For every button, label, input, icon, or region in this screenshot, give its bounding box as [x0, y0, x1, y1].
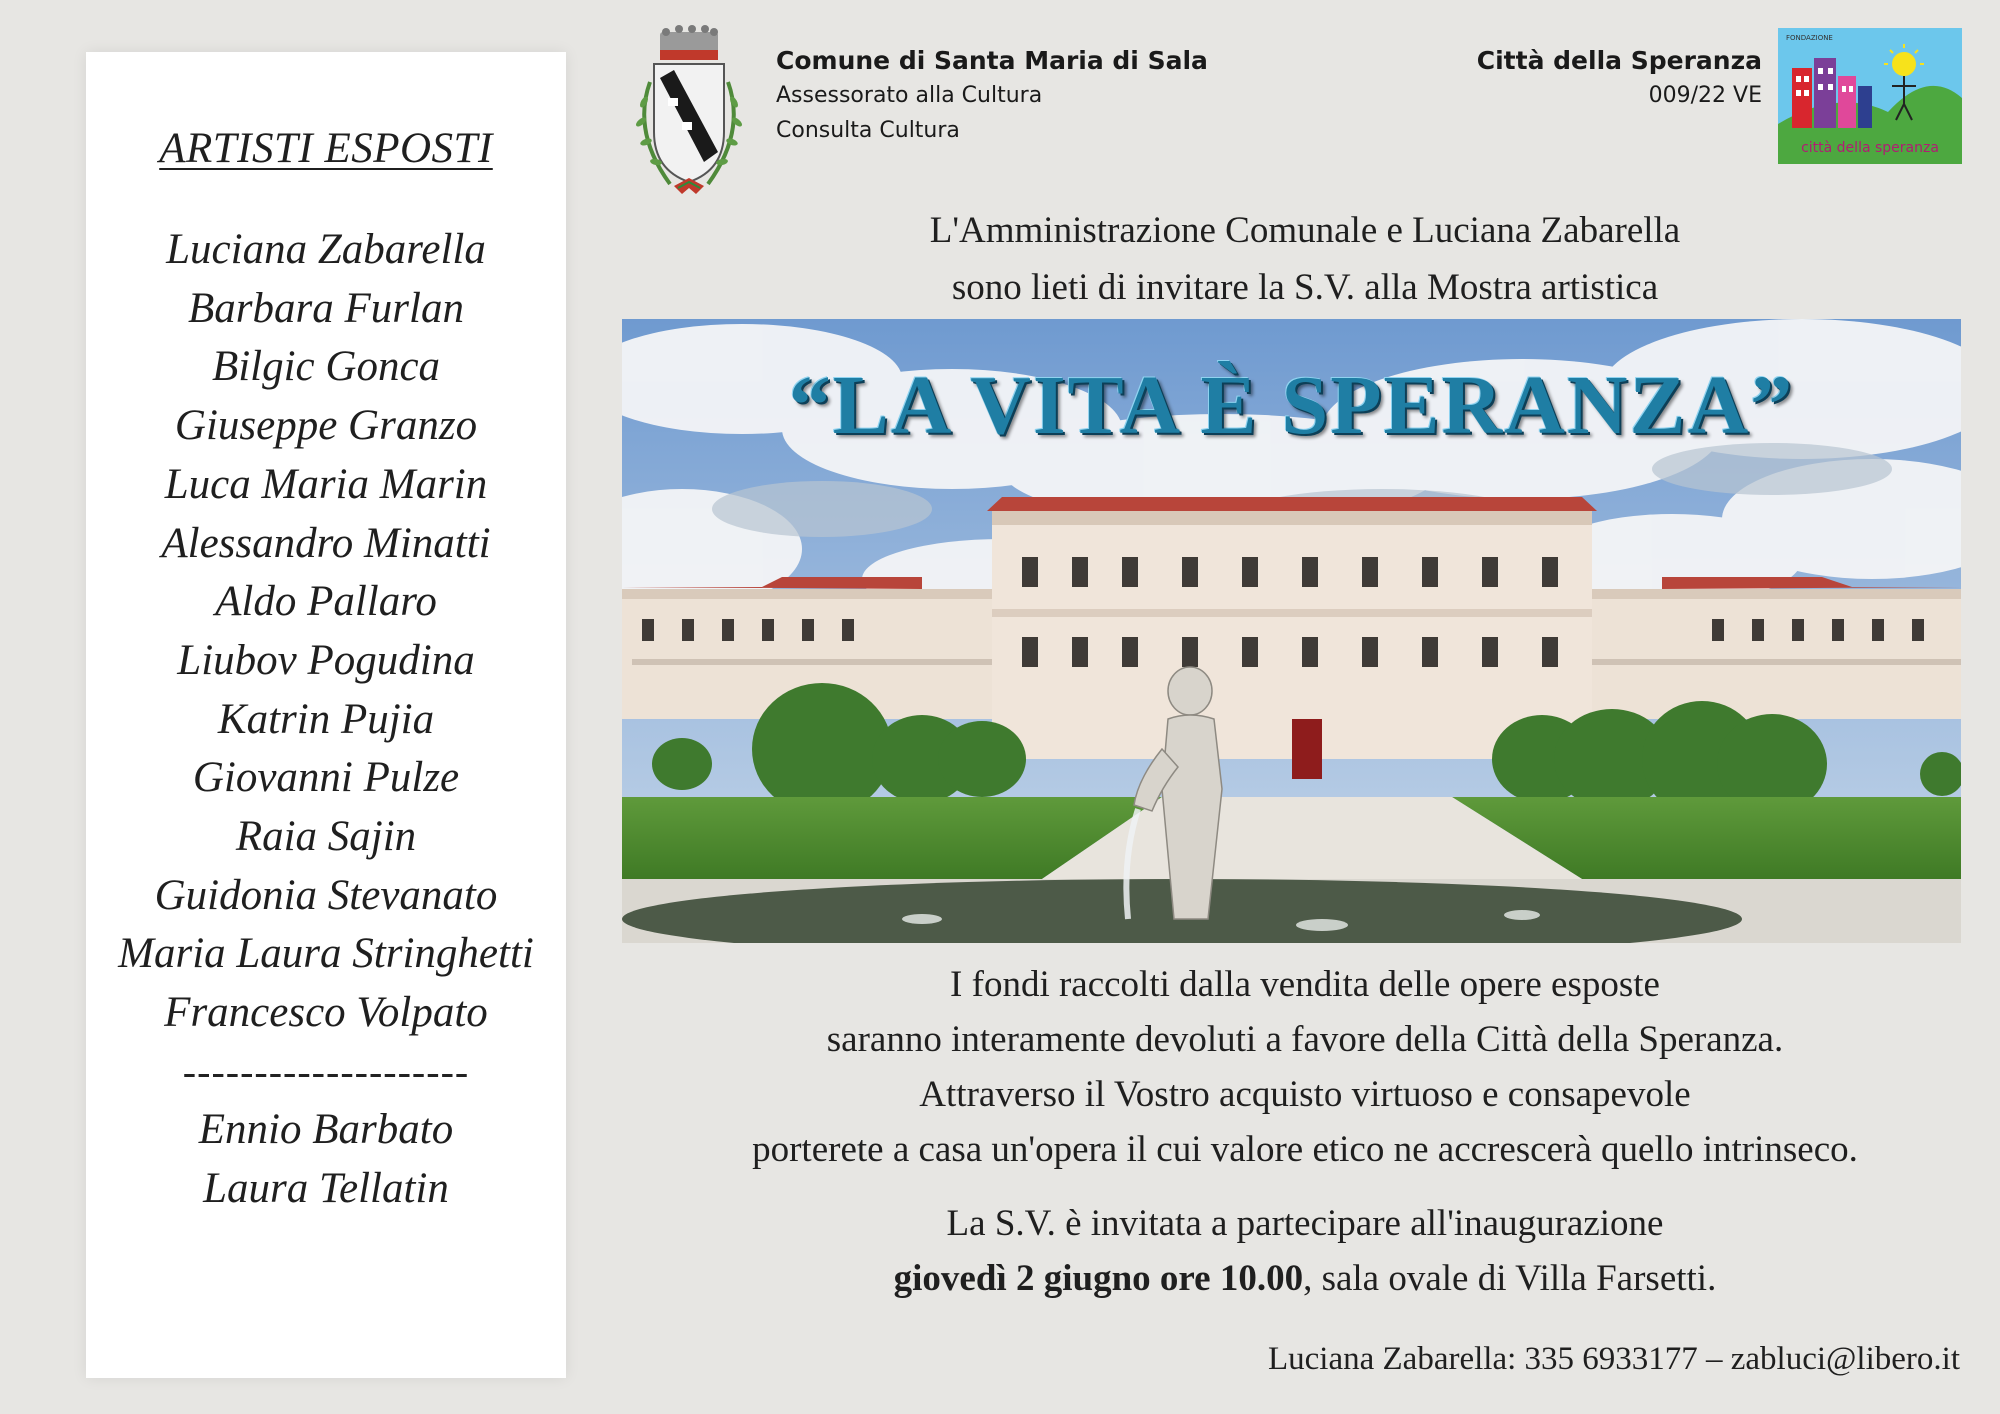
- artist-name: Alessandro Minatti: [161, 519, 491, 567]
- invite-date: giovedì 2 giugno ore 10.00: [893, 1258, 1304, 1299]
- comune-council: Consulta Cultura: [776, 118, 960, 143]
- artist-name: Aldo Pallaro: [215, 578, 437, 626]
- artist-name: Giovanni Pulze: [192, 754, 460, 802]
- artists-heading: ARTISTI ESPOSTI: [159, 125, 493, 172]
- body-line: Attraverso il Vostro acquisto virtuoso e consapevole: [919, 1074, 1691, 1115]
- coat-of-arms-icon: [626, 22, 752, 202]
- body-line: I fondi raccolti dalla vendita delle opere esposte: [950, 964, 1660, 1005]
- artist-name: Bilgic Gonca: [211, 343, 441, 391]
- artist-name: Giuseppe Granzo: [174, 402, 478, 450]
- contact-info: Luciana Zabarella: 335 6933177 – zabluci@libero.it: [1268, 1341, 1960, 1377]
- artist-name: Liubov Pogudina: [177, 636, 475, 684]
- citta-name: Città della Speranza: [1476, 46, 1762, 75]
- artist-name: Ennio Barbato: [198, 1105, 454, 1153]
- artists-panel: [86, 52, 566, 1378]
- artist-name: Guidonia Stevanato: [154, 871, 498, 919]
- logo-small-text: FONDAZIONE: [1786, 34, 1833, 42]
- intro-text: [620, 202, 1990, 316]
- artists-list: [86, 221, 566, 1218]
- exhibition-title: “LA VITA È SPERANZA”: [788, 359, 1795, 452]
- citta-code: 009/22 VE: [1648, 83, 1762, 108]
- body-text: [620, 957, 1990, 1177]
- intro-line: sono lieti di invitare la S.V. alla Mostra artistica: [951, 267, 1659, 308]
- artist-name: Luciana Zabarella: [166, 226, 486, 273]
- villa-photo: [622, 319, 1961, 943]
- artist-name: Barbara Furlan: [188, 284, 464, 332]
- invite-date-line: [620, 1251, 1990, 1306]
- artist-name: Luca Maria Marin: [164, 460, 488, 508]
- artist-name: Maria Laura Stringhetti: [118, 930, 534, 978]
- citta-della-speranza-logo: [1778, 28, 1962, 164]
- intro-line: L'Amministrazione Comunale e Luciana Zabarella: [929, 210, 1681, 251]
- artist-name: Katrin Pujia: [217, 695, 435, 743]
- artist-name: Raia Sajin: [235, 813, 417, 861]
- body-line: saranno interamente devoluti a favore della Città della Speranza.: [826, 1019, 1784, 1060]
- body-line: porterete a casa un'opera il cui valore etico ne accrescerà quello intrinseco.: [752, 1129, 1858, 1170]
- invite-text: [620, 1196, 1990, 1306]
- citta-block: [1477, 44, 1762, 113]
- invite-location: , sala ovale di Villa Farsetti.: [1303, 1258, 1717, 1299]
- artists-divider: --------------------: [182, 1048, 470, 1094]
- artist-name: Laura Tellatin: [203, 1164, 449, 1212]
- invite-line: La S.V. è invitata a partecipare all'inaugurazione: [946, 1203, 1664, 1244]
- comune-department: Assessorato alla Cultura: [776, 83, 1043, 108]
- artist-name: Francesco Volpato: [164, 989, 488, 1037]
- comune-block: [776, 44, 1208, 148]
- comune-name: Comune di Santa Maria di Sala: [776, 46, 1208, 75]
- logo-label: città della speranza: [1801, 140, 1939, 156]
